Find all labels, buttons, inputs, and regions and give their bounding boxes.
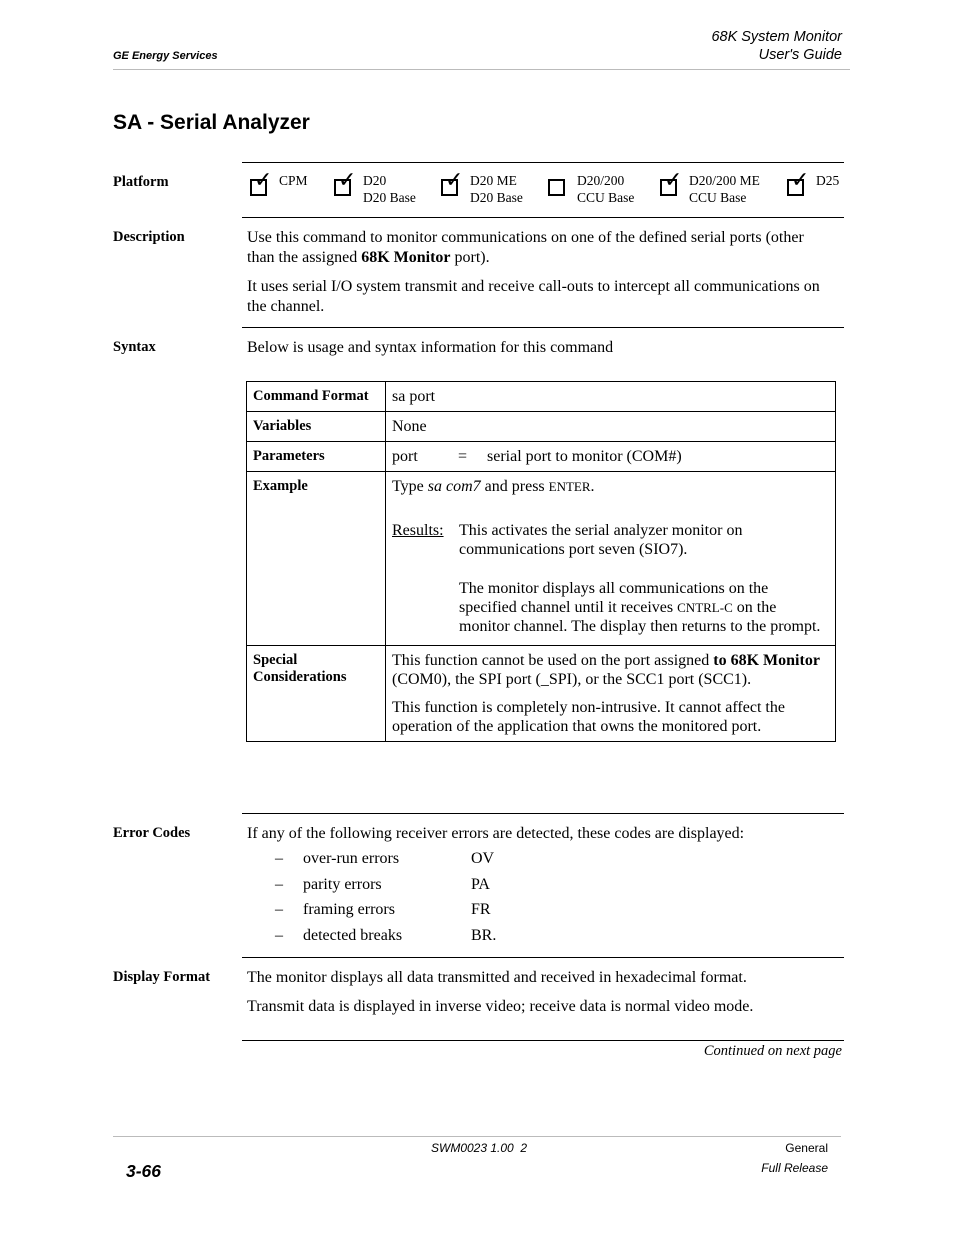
page-number: 3-66 [126, 1161, 162, 1181]
release-status: Full Release [761, 1161, 828, 1175]
example-label: Example [247, 472, 386, 646]
example-results [392, 521, 829, 636]
checkbox-checked-icon [334, 179, 351, 196]
syntax-bottom-rule [242, 813, 844, 814]
special-paragraph-1: This function cannot be used on the port assigned to 68K Monitor (COM0), the SPI port (_SPI), or the SCC1 port (SCC1). [392, 652, 820, 688]
special-paragraph-2: This function is completely non-intrusive. It cannot affect the operation of the application that owns the monitored port. [392, 699, 785, 735]
description-paragraph-1: Use this command to monitor communications on one of the defined serial ports (other than the assigned 68K Monitor port). [247, 229, 804, 266]
platform-d20-200-me-base: CCU Base [689, 190, 747, 205]
table-row [247, 472, 836, 646]
platform-d20-200 [548, 172, 634, 206]
variables-label: Variables [247, 412, 386, 442]
table-row [247, 412, 836, 442]
platform-d25 [787, 172, 839, 196]
list-item: – over-run errors OV [275, 850, 495, 867]
command-format-label: Command Format [247, 382, 386, 412]
variables-value: None [386, 412, 836, 442]
platform-d20-base: D20 Base [363, 190, 416, 205]
platform-bottom-rule [242, 217, 844, 218]
checkbox-unchecked-icon [548, 179, 565, 196]
platform-cpm-label: CPM [279, 173, 308, 188]
parameters-label: Parameters [247, 442, 386, 472]
param-equals: = [458, 448, 468, 465]
results-paragraph-2: The monitor displays all communications on the specified channel until it receives CNTRL-C on the monitor channel. The display then returns to the prompt. [459, 580, 821, 635]
company-name: GE Energy Services [113, 50, 218, 62]
document-title-line1: 68K System Monitor [711, 29, 842, 45]
platform-d20-me-label: D20 ME [470, 173, 517, 188]
display-format-paragraph-1: The monitor displays all data transmitted and received in hexadecimal format. [247, 969, 747, 986]
platform-d20-me-base: D20 Base [470, 190, 523, 205]
special-considerations-value [386, 646, 836, 742]
document-title [711, 28, 842, 64]
display-format-bottom-rule [242, 1040, 844, 1041]
param-description: serial port to monitor (COM#) [487, 448, 682, 465]
description-body [247, 228, 827, 317]
display-format-label: Display Format [113, 969, 211, 985]
checkbox-checked-icon [660, 179, 677, 196]
list-item: – parity errors PA [275, 876, 490, 893]
platform-d20 [334, 172, 416, 206]
syntax-table [246, 381, 836, 742]
example-value [386, 472, 836, 646]
table-row [247, 646, 836, 742]
description-paragraph-2: It uses serial I/O system transmit and receive call-outs to intercept all communications on the channel. [247, 278, 820, 315]
platform-d20-200-me [660, 172, 760, 206]
display-format-paragraph-2: Transmit data is displayed in inverse video; receive data is normal video mode. [247, 998, 754, 1015]
error-codes-bottom-rule [242, 957, 844, 958]
document-title-line2: User's Guide [758, 47, 842, 63]
footer-divider [113, 1136, 841, 1137]
platform-d20-200-label: D20/200 [577, 173, 625, 188]
table-row [247, 442, 836, 472]
syntax-intro: Below is usage and syntax information for this command [247, 339, 614, 356]
results-label: Results: [392, 522, 444, 539]
error-codes-intro: If any of the following receiver errors are detected, these codes are displayed: [247, 825, 745, 842]
param-name: port [392, 448, 418, 465]
platform-d20-me [441, 172, 523, 206]
list-item: – framing errors FR [275, 901, 491, 918]
header-divider [113, 69, 850, 70]
results-paragraph-1: This activates the serial analyzer monitor on communications port seven (SIO7). [459, 522, 743, 558]
syntax-label: Syntax [113, 339, 156, 355]
description-bottom-rule [242, 327, 844, 328]
platform-cpm [250, 172, 308, 196]
table-row [247, 382, 836, 412]
platform-top-rule [242, 162, 844, 163]
checkbox-checked-icon [787, 179, 804, 196]
checkbox-checked-icon [441, 179, 458, 196]
platform-d20-200-me-label: D20/200 ME [689, 173, 760, 188]
list-item: – detected breaks BR. [275, 927, 497, 944]
platform-label: Platform [113, 174, 169, 190]
continued-note: Continued on next page [703, 1043, 842, 1059]
platform-d20-200-base: CCU Base [577, 190, 635, 205]
checkbox-checked-icon [250, 179, 267, 196]
section-title: SA - Serial Analyzer [113, 111, 310, 134]
classification: General [785, 1141, 828, 1155]
special-considerations-label: Special Considerations [247, 646, 386, 742]
platform-d20-label: D20 [363, 173, 387, 188]
description-label: Description [113, 229, 185, 245]
document-id: SWM0023 1.00 2 [431, 1141, 528, 1155]
command-format-value: sa port [386, 382, 836, 412]
platform-d25-label: D25 [816, 173, 840, 188]
parameters-value [386, 442, 836, 472]
error-codes-label: Error Codes [113, 825, 191, 841]
example-instruction: Type sa com7 and press ENTER. [392, 478, 595, 495]
